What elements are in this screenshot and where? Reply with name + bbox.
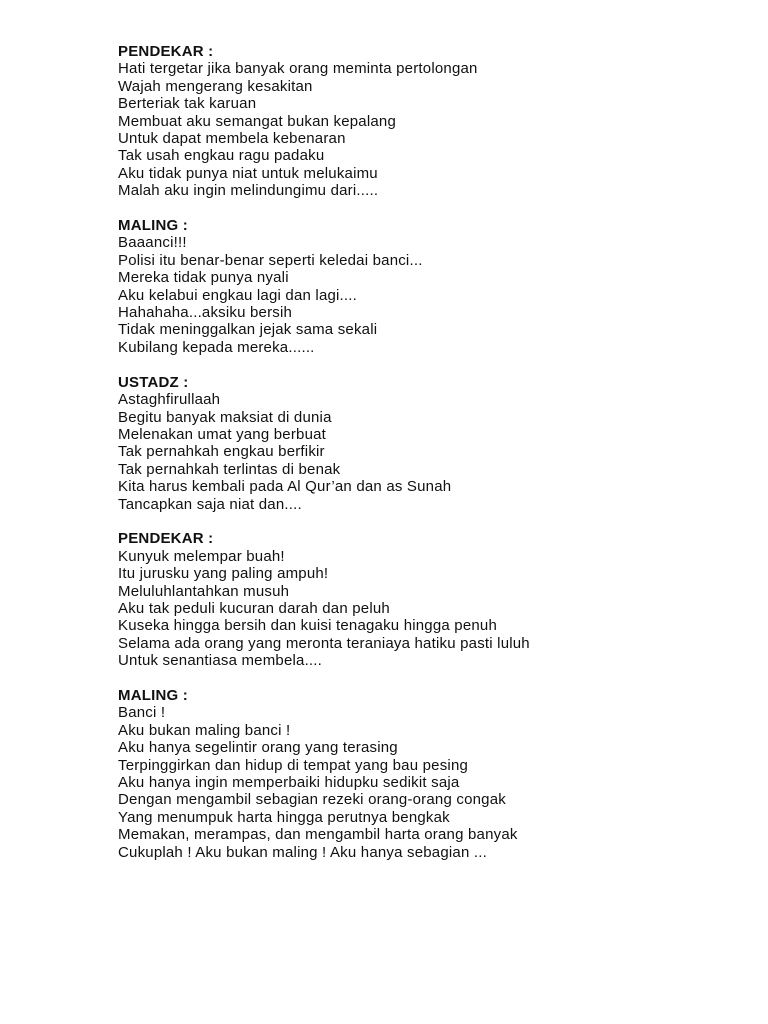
dialogue-line: Memakan, merampas, dan mengambil harta orang banyak — [118, 826, 518, 844]
dialogue-line: Baaanci!!! — [118, 234, 187, 252]
dialogue-section — [118, 43, 530, 200]
dialogue-line: Cukuplah ! Aku bukan maling ! Aku hanya sebagian ... — [118, 843, 487, 861]
dialogue-line: Banci ! — [118, 704, 166, 722]
dialogue-line: Tancapkan saja niat dan.... — [118, 495, 302, 513]
dialogue-line: Begitu banyak maksiat di dunia — [118, 408, 332, 426]
dialogue-line: Yang menumpuk harta hingga perutnya bengkak — [118, 808, 450, 826]
dialogue-line: Aku tidak punya niat untuk melukaimu — [118, 164, 378, 182]
dialogue-line: Tak pernahkah engkau berfikir — [118, 443, 325, 461]
dialogue-line: Meluluhlantahkan musuh — [118, 582, 290, 600]
speaker-heading: MALING : — [118, 217, 188, 235]
dialogue-line: Aku bukan maling banci ! — [118, 721, 291, 739]
dialogue-line: Mereka tidak punya nyali — [118, 269, 289, 287]
speaker-heading: PENDEKAR : — [118, 43, 214, 60]
dialogue-line: Hahahaha...aksiku bersih — [118, 304, 293, 322]
dialogue-line: Aku tak peduli kucuran darah dan peluh — [118, 599, 390, 617]
dialogue-line: Hati tergetar jika banyak orang meminta pertolongan — [118, 60, 478, 78]
speaker-heading: USTADZ : — [118, 373, 189, 391]
dialogue-line: Aku hanya ingin memperbaiki hidupku sedikit saja — [118, 774, 460, 791]
dialogue-line: Tidak meninggalkan jejak sama sekali — [118, 321, 378, 339]
dialogue-line: Polisi itu benar-benar seperti keledai banci... — [118, 251, 423, 269]
dialogue-line: Astaghfirullaah — [118, 391, 221, 409]
dialogue-line: Tak usah engkau ragu padaku — [118, 147, 325, 165]
dialogue-line: Aku hanya segelintir orang yang terasing — [118, 739, 398, 757]
dialogue-line: Tak pernahkah terlintas di benak — [118, 460, 341, 478]
document-page — [118, 43, 530, 878]
dialogue-line: Wajah mengerang kesakitan — [118, 77, 313, 95]
dialogue-line: Aku kelabui engkau lagi dan lagi.... — [118, 286, 358, 304]
dialogue-line: Kuseka hingga bersih dan kuisi tenagaku hingga penuh — [118, 617, 498, 635]
dialogue-section — [118, 217, 530, 356]
dialogue-line: Kubilang kepada mereka...... — [118, 338, 315, 356]
dialogue-line: Untuk senantiasa membela.... — [118, 652, 323, 670]
dialogue-line: Melenakan umat yang berbuat — [118, 425, 327, 443]
speaker-heading: PENDEKAR : — [118, 530, 214, 548]
dialogue-section — [118, 374, 530, 513]
dialogue-section — [118, 530, 530, 669]
dialogue-line: Berteriak tak karuan — [118, 95, 257, 113]
dialogue-line: Selama ada orang yang meronta teraniaya hatiku pasti luluh — [118, 634, 530, 652]
dialogue-line: Dengan mengambil sebagian rezeki orang-orang congak — [118, 791, 506, 809]
dialogue-line: Kita harus kembali pada Al Qur’an dan as Sunah — [118, 478, 452, 496]
dialogue-line: Terpinggirkan dan hidup di tempat yang bau pesing — [118, 756, 469, 774]
dialogue-line: Membuat aku semangat bukan kepalang — [118, 112, 397, 130]
dialogue-line: Malah aku ingin melindungimu dari..... — [118, 182, 379, 200]
dialogue-section — [118, 687, 530, 861]
dialogue-line: Itu jurusku yang paling ampuh! — [118, 565, 329, 583]
dialogue-line: Kunyuk melempar buah! — [118, 547, 285, 565]
dialogue-line: Untuk dapat membela kebenaran — [118, 130, 346, 148]
speaker-heading: MALING : — [118, 686, 188, 704]
